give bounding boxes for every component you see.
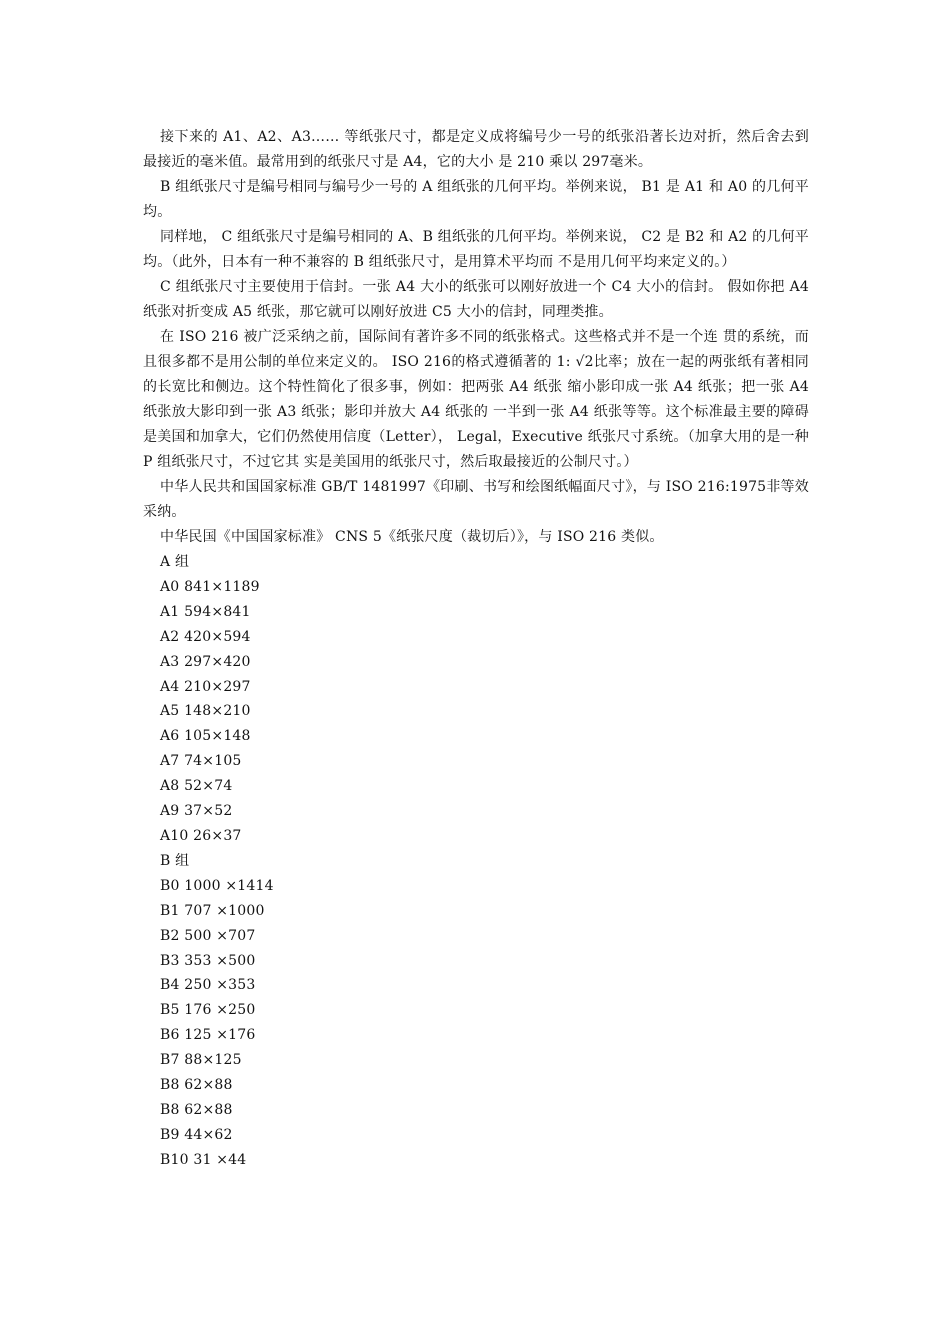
paragraph-c-series-definition: 同样地， C 组纸张尺寸是编号相同的 A、B 组纸张的几何平均。举例来说， C2 是 B2 和 A2 的几何平均。（此外，日本有一种不兼容的 B 组纸张尺寸，是用算术平均而 不是用几何平均来定义的。） — [143, 229, 809, 270]
size-list-item: A10 26×37 — [160, 827, 242, 844]
size-list-item: B8 62×88 — [160, 1077, 233, 1094]
size-list-item: A5 148×210 — [160, 703, 251, 720]
size-list-item: A7 74×105 — [160, 753, 242, 770]
size-list-item: B1 707 ×1000 — [160, 902, 265, 919]
size-group-heading: B 组 — [160, 852, 190, 869]
size-list-item: B4 250 ×353 — [160, 977, 256, 994]
paragraph-gb-standard: 中华人民共和国国家标准 GB/T 1481997《印刷、书写和绘图纸幅面尺寸》，与 ISO 216:1975非等效采纳。 — [143, 479, 809, 520]
size-list-item: B5 176 ×250 — [160, 1002, 256, 1019]
size-list-item: B10 31 ×44 — [160, 1151, 247, 1168]
size-list-item: B8 62×88 — [160, 1101, 233, 1118]
paragraph-cns-standard: 中华民国《中国国家标准》 CNS 5《纸张尺度（裁切后）》，与 ISO 216 类似。 — [160, 529, 664, 545]
size-list-item: B9 44×62 — [160, 1126, 233, 1143]
paragraph-a-series-definition: 接下来的 A1、A2、A3…… 等纸张尺寸，都是定义成将编号少一号的纸张沿著长边对折，然后舍去到最接近的毫米值。最常用到的纸张尺寸是 A4，它的大小 是 210 乘以 297毫米。 — [143, 129, 809, 170]
size-list-item: B0 1000 ×1414 — [160, 877, 274, 894]
size-list-item: B7 88×125 — [160, 1052, 242, 1069]
size-list-item: A4 210×297 — [160, 678, 251, 695]
size-list-item: A6 105×148 — [160, 728, 251, 745]
document-body — [143, 125, 809, 1173]
paragraph-iso216-history: 在 ISO 216 被广泛采纳之前，国际间有著许多不同的纸张格式。这些格式并不是一个连 贯的系统，而且很多都不是用公制的单位来定义的。 ISO 216的格式遵循著的 1: √2比率；放在一起的两张纸有著相同的长宽比和侧边。这个特性简化了很多事，例如：把两张 A4 纸张 缩小影印成一张 A4 纸张；把一张 A4 纸张放大影印到一张 A3 纸张；影印并放大 A4 纸张的 一半到一张 A4 纸张等等。这个标准最主要的障碍是美国和加拿大，它们仍然使用信度（Letter）， Legal，Executive 纸张尺寸系统。（加拿大用的是一种 P 组纸张尺寸，不过它其 实是美国用的纸张尺寸，然后取最接近的公制尺寸。） — [143, 329, 809, 470]
size-list-item: B2 500 ×707 — [160, 927, 256, 944]
paper-size-list — [143, 550, 809, 1173]
size-list-item: A1 594×841 — [160, 603, 251, 620]
size-list-item: B3 353 ×500 — [160, 952, 256, 969]
size-list-item: A0 841×1189 — [160, 578, 260, 595]
size-list-item: B6 125 ×176 — [160, 1027, 256, 1044]
size-list-item: A9 37×52 — [160, 803, 233, 820]
paragraph-c-series-envelopes: C 组纸张尺寸主要使用于信封。一张 A4 大小的纸张可以刚好放进一个 C4 大小的信封。 假如你把 A4 纸张对折变成 A5 纸张，那它就可以刚好放进 C5 大小的信封，同理类推。 — [143, 279, 809, 320]
paragraph-b-series-definition: B 组纸张尺寸是编号相同与编号少一号的 A 组纸张的几何平均。举例来说， B1 是 A1 和 A0 的几何平均。 — [143, 179, 809, 220]
size-group-heading: A 组 — [160, 554, 190, 570]
size-list-item: A3 297×420 — [160, 653, 251, 670]
size-list-item: A8 52×74 — [160, 778, 233, 795]
size-list-item: A2 420×594 — [160, 628, 251, 645]
